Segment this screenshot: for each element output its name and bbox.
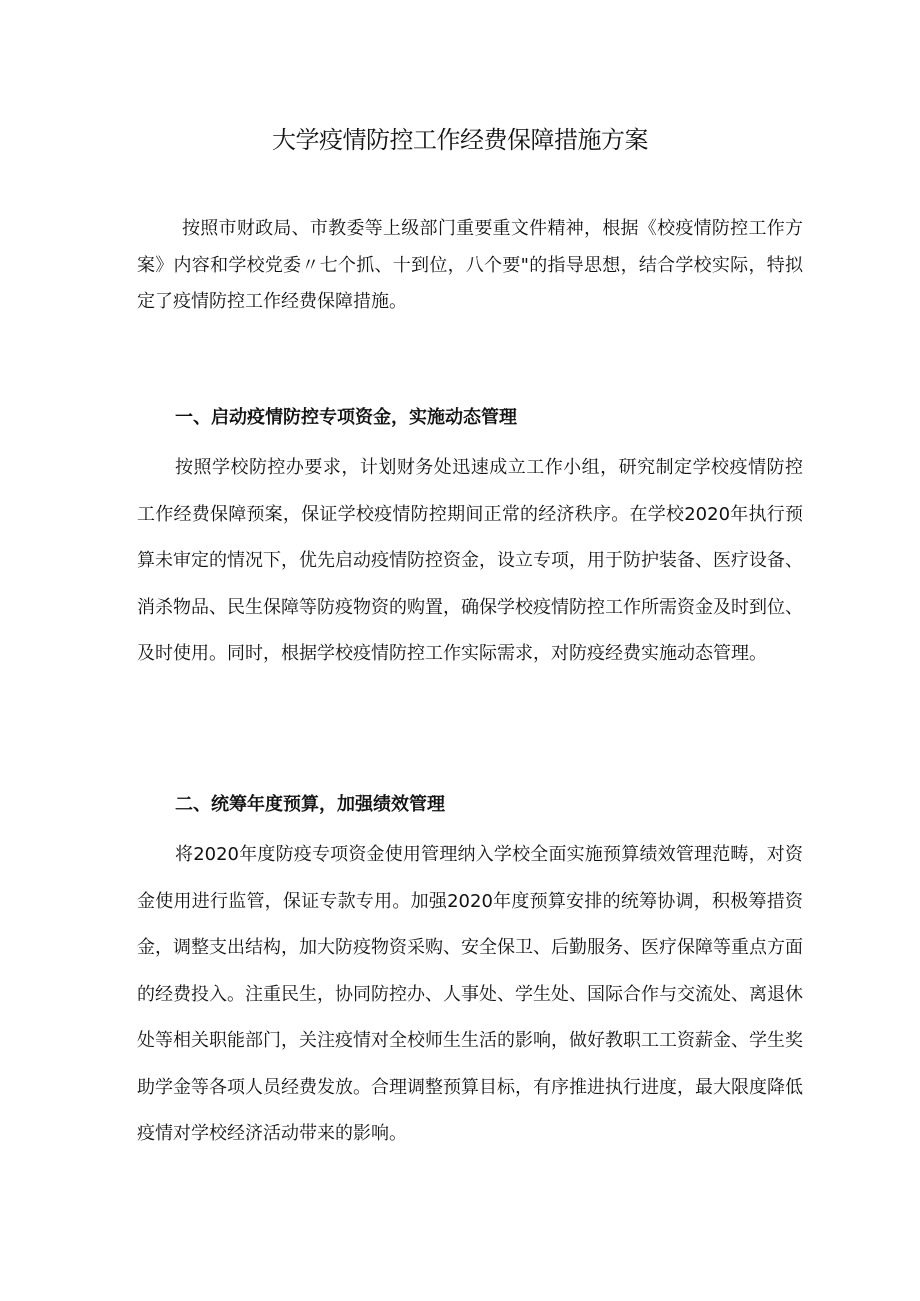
- section-2-heading: 二、统筹年度预算，加强绩效管理: [175, 794, 445, 815]
- section-1-body: 按照学校防控办要求，计划财务处迅速成立工作小组，研究制定学校疫情防控工作经费保障预案，保证学校疫情防控期间正常的经济秩序。在学校2020年执行预算未审定的情况下，优先启动疫情防控资金，设立专项，用于防护装备、医疗设备、消杀物品、民生保障等防疫物资的购置，确保学校疫情防控工作所需资金及时到位、及时使用。同时，根据学校疫情防控工作实际需求，对防疫经费实施动态管理。: [137, 457, 803, 664]
- section-2-body: 将2020年度防疫专项资金使用管理纳入学校全面实施预算绩效管理范畴，对资金使用进行监管，保证专款专用。加强2020年度预算安排的统筹协调，积极筹措资金，调整支出结构，加大防疫物资采购、安全保卫、后勤服务、医疗保障等重点方面的经费投入。注重民生，协同防控办、人事处、学生处、国际合作与交流处、离退休处等相关职能部门，关注疫情对全校师生生活的影响，做好教职工工资薪金、学生奖助学金等各项人员经费发放。合理调整预算目标，有序推进执行进度，最大限度降低疫情对学校经济活动带来的影响。: [137, 844, 803, 1144]
- intro-paragraph: 按照市财政局、市教委等上级部门重要重文件精神，根据《校疫情防控工作方案》内容和学校党委〃七个抓、十到位，八个要"的指导思想，结合学校实际，特拟定了疫情防控工作经费保障措施。: [137, 218, 803, 312]
- section-1-heading: 一、启动疫情防控专项资金，实施动态管理: [175, 407, 517, 428]
- document-title: 大学疫情防控工作经费保障措施方案: [272, 126, 648, 154]
